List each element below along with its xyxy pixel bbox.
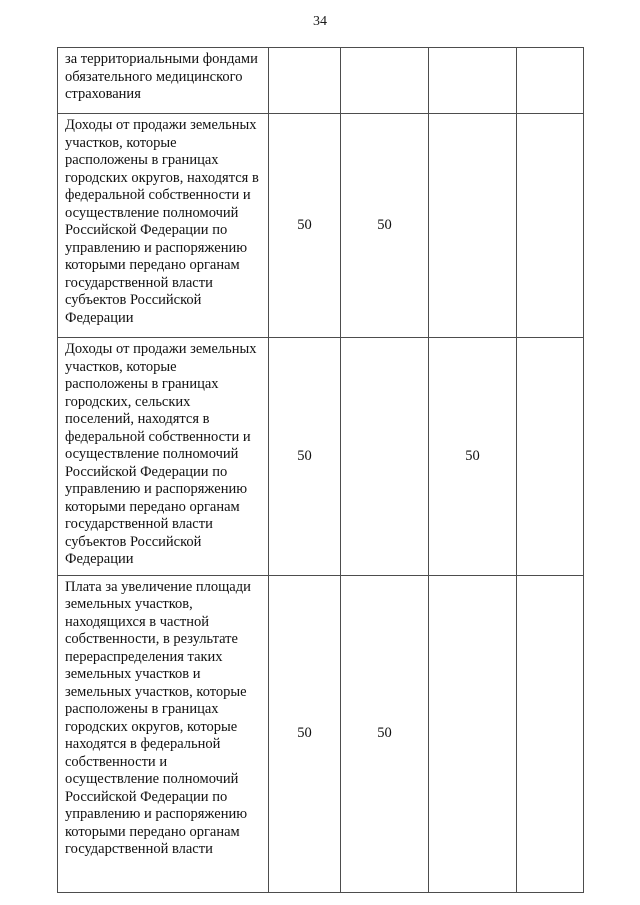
table-row	[58, 114, 584, 338]
row-value-cell: 50	[341, 575, 429, 892]
row-value-cell: 50	[341, 114, 429, 338]
row-value-cell: 50	[269, 575, 341, 892]
row-value-cell	[341, 338, 429, 576]
row-value-cell	[341, 48, 429, 114]
row-value-cell: 50	[269, 338, 341, 576]
row-description-cell: Плата за увеличение площади земельных участков, находящихся в частной собственности, в результате перераспределения таких земельных участков и земельных участков, которые расположены в границах городских округов, которые находятся в федеральной собственности и осуществление полномочий Российской Федерации по управлению и распоряжению которыми передано органам государственной власти	[58, 575, 269, 892]
revenue-distribution-table	[57, 47, 584, 893]
table-body	[58, 48, 584, 893]
row-value-cell	[429, 114, 517, 338]
row-value-cell	[517, 48, 584, 114]
row-value-cell: 50	[269, 114, 341, 338]
row-value-cell	[269, 48, 341, 114]
table-row	[58, 338, 584, 576]
table-row	[58, 575, 584, 892]
row-description-cell: Доходы от продажи земельных участков, которые расположены в границах городских, сельских поселений, находятся в федеральной собственности и осуществление полномочий Российской Федерации по управлению и распоряжению которыми передано органам государственной власти субъектов Российской Федерации	[58, 338, 269, 576]
row-value-cell	[429, 48, 517, 114]
page-number: 34	[313, 14, 327, 29]
row-value-cell: 50	[429, 338, 517, 576]
table-row	[58, 48, 584, 114]
row-description-cell: за территориальными фондами обязательного медицинского страхования	[58, 48, 269, 114]
row-value-cell	[429, 575, 517, 892]
row-value-cell	[517, 338, 584, 576]
row-value-cell	[517, 575, 584, 892]
row-value-cell	[517, 114, 584, 338]
row-description-cell: Доходы от продажи земельных участков, которые расположены в границах городских округов, находятся в федеральной собственности и осуществление полномочий Российской Федерации по управлению и распоряжению которыми передано органам государственной власти субъектов Российской Федерации	[58, 114, 269, 338]
